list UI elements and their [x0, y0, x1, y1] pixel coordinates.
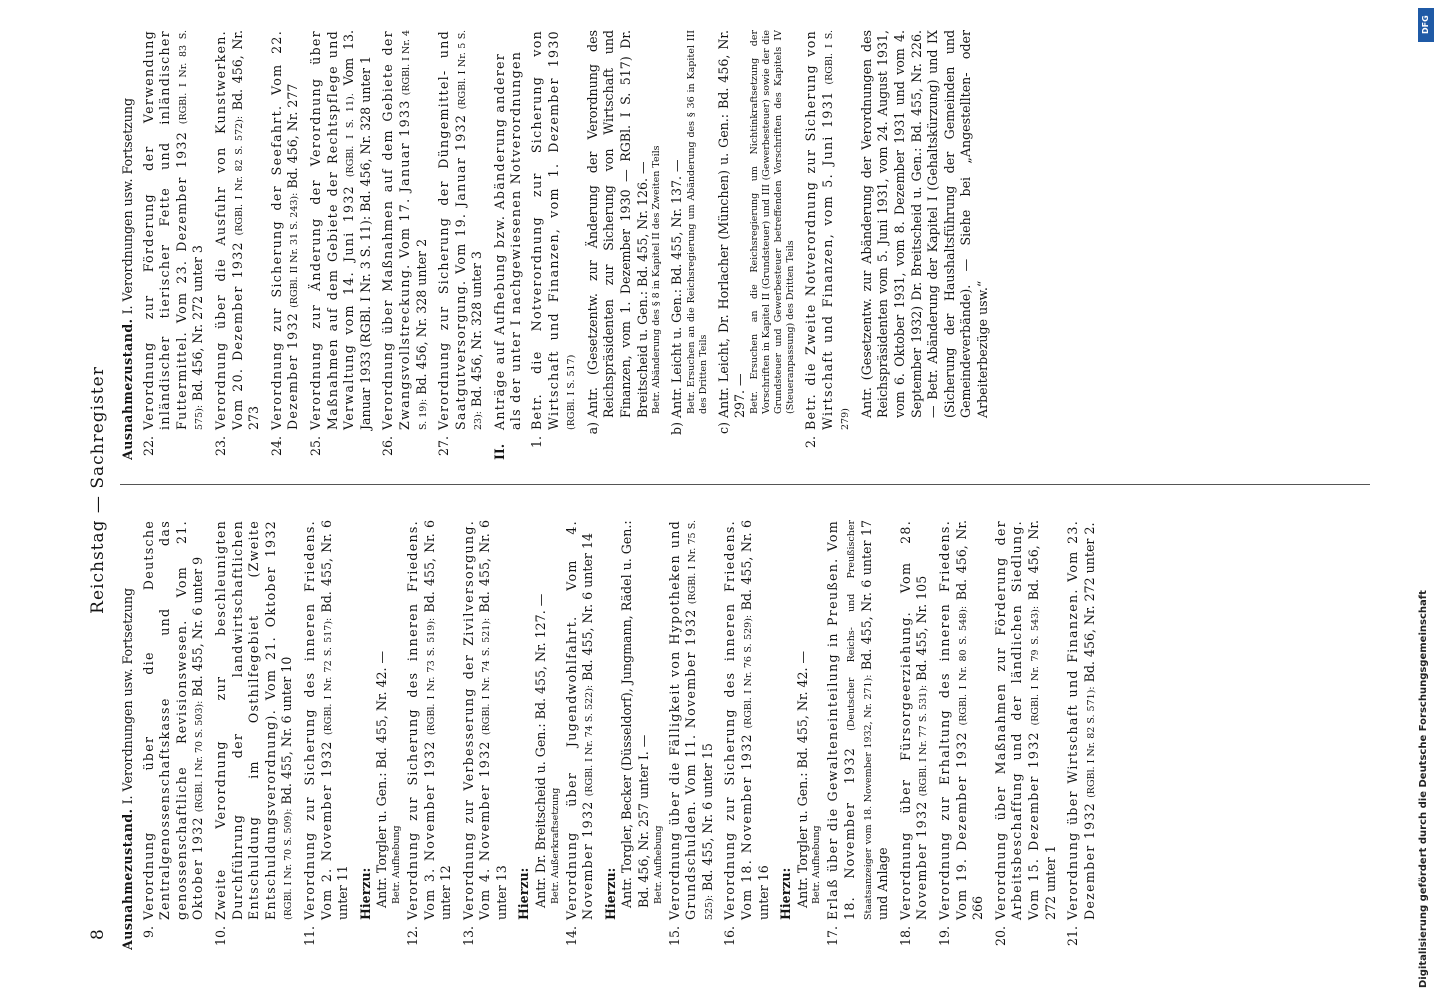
entry-number: 14.: [563, 926, 579, 947]
entry-source: (RGBl. I S. 11).: [345, 93, 357, 178]
dfg-logo-icon: DFG: [1418, 8, 1434, 42]
entry-title: Verordnung zur Erhaltung des inneren Friedens. Vom 19. Dezember 1932: [936, 520, 969, 920]
entry-reference: Bd. 455, Nr. 6 unter 9: [190, 556, 206, 697]
entry-title: Verordnung über Fürsorgeerziehung. Vom 28. November 1932: [897, 520, 930, 920]
entry-number: 22.: [140, 436, 156, 457]
index-entry: [722, 520, 772, 950]
page-header: [88, 40, 114, 940]
item-1: 1. Betr. die Notverordnung zur Sicherung von Wirtschaft und Finanzen, vom 1. Dezember 1930 (RGBl. I S. 517): [529, 30, 578, 449]
left-column: [120, 520, 1410, 950]
entry-reference: Bd. 456, Nr. 328 unter 3: [469, 251, 485, 407]
entry-title: Verordnung zur Förderung der Verwendung inländischer tierischer Fette und inländischer Futtermittel. Vom 23. Dezember 1932: [140, 30, 189, 430]
motion-text: Antr. Torgler, Becker (Düsseldorf), Jungmann, Rädel u. Gen.: Bd. 456, Nr. 257 unter I. —: [619, 520, 652, 908]
entry-reference: Bd. 456, Nr. 273: [229, 30, 262, 430]
entry-source: (RGBl. I Nr. 5 S. 23):: [456, 30, 485, 430]
section-ii: II. Anträge auf Aufhebung bzw. Abänderung anderer als der unter I nachgewiesenen Notverordnungen: [491, 50, 524, 460]
entry-title: Verordnung über die Fälligkeit von Hypotheken und Grundschulden. Vom 11. November 1932: [666, 520, 699, 920]
motion-text: Antr. Torgler u. Gen.: Bd. 455, Nr. 42. —: [794, 650, 810, 908]
motion-text: Antr. Dr. Breitscheid u. Gen.: Bd. 455, Nr. 127. —: [533, 593, 549, 908]
entry-number: 16.: [722, 926, 738, 947]
entry-reference: Bd. 455, Nr. 6 unter 14: [580, 533, 596, 681]
entry-number: 17.: [825, 926, 841, 947]
entry-number: 9.: [140, 926, 156, 939]
hierzu-label: Hierzu:: [516, 867, 532, 920]
entry-source: (RGBl. I Nr. 82 S. 571):: [1085, 686, 1097, 798]
entry-reference: Bd. 455, Nr. 6 unter 13: [477, 520, 509, 920]
entry-reference: Vom 13. Januar 1933 (RGBl. I Nr. 3 S. 11): Bd. 456, Nr. 328 unter 1: [341, 30, 373, 430]
index-entry: [564, 520, 597, 950]
entry-number: 11.: [301, 926, 317, 947]
entry-title: Verordnung über Jugendwohlfahrt. Vom 4. November 1932: [563, 520, 596, 920]
index-entry: [141, 520, 207, 950]
running-title: Reichstag — Sachregister: [88, 366, 108, 614]
entry-reference: Bd. 456, Nr. 272 unter 2.: [1081, 522, 1097, 683]
motion-subject: Betr. Aufhebung: [390, 825, 402, 904]
entry-reference: Bd. 456, Nr. 277: [285, 83, 301, 189]
entry-reference: Bd. 455, Nr. 6 unter 17 und Anlage: [858, 520, 891, 920]
motion-subject: Betr. Aufhebung: [811, 825, 823, 904]
column-divider: [120, 484, 1370, 485]
entry-source: (RGBl. I Nr. 74 S. 522):: [584, 684, 596, 797]
motion-entry: [619, 520, 664, 908]
entry-source: (RGBl. I Nr. 72 S. 517):: [322, 617, 334, 736]
entry-title: Verordnung zur Sicherung des inneren Friedens. Vom 3. November 1932: [404, 520, 437, 920]
entry-source: (RGBl. I Nr. 79 S. 543):: [1029, 605, 1041, 726]
left-entries: [141, 520, 1099, 950]
hierzu-label: Hierzu:: [602, 867, 618, 920]
entry-reference: Bd. 455, Nr. 6 unter 12: [421, 520, 454, 920]
entry-number: 10.: [212, 926, 228, 947]
entry-source: (RGBl. I Nr. 76 S. 529):: [743, 614, 754, 729]
digitization-note: Digitalisierung gefördert durch die Deutsche Forschungsgemeinschaft: [1418, 590, 1429, 988]
entry-title: Verordnung zur Sicherung des inneren Friedens. Vom 2. November 1932: [301, 520, 334, 920]
entry-source: (RGBl. I Nr. 70 S. 509):: [283, 808, 295, 920]
motion-entry: [533, 520, 562, 908]
entry-source: (RGBl. I Nr. 77 S. 531):: [918, 684, 930, 797]
entry-reference: Bd. 455, Nr. 6 unter 16: [739, 520, 771, 920]
entry-title: Verordnung über Maßnahmen auf dem Gebiete der Zwangsvollstreckung. Vom 17. Januar 1933: [380, 30, 412, 430]
index-entry: [993, 520, 1059, 950]
entry-title: Verordnung über die Deutsche Zentralgenossenschaftskasse und das genossenschaftliche Revisionswesen. Vom 21. Oktober 1932: [140, 520, 206, 920]
entry-number: 15.: [666, 926, 682, 947]
motion-entry: [374, 520, 403, 908]
entry-reference: Bd. 456, Nr. 272 unter 3: [190, 245, 206, 401]
index-entry: [380, 30, 430, 460]
entry-reference: Bd. 455, Nr. 105: [914, 575, 930, 681]
entry-reference: Bd. 456, Nr. 272 unter 1: [1025, 520, 1058, 920]
index-entry: [213, 30, 263, 460]
motion-subject: Betr. Aufhebung: [652, 825, 664, 904]
hierzu-label: Hierzu:: [357, 867, 373, 920]
entry-source: (RGBl. I Nr. 73 S. 519):: [425, 617, 437, 736]
item-2-antr: Antr. (Gesetzentw. zur Abänderung der Verordnungen des Reichspräsidenten vom 5. Juni 1931, vom 24. August 1931, vom 6. Oktober 1931, vom 8. Dezember 1931 und vom 4. September 1932) Dr. Breitscheid u. Gen.: Bd. 455, Nr. 226. — Betr. Abänderung der Kapitel I (Gehaltskürzung) und IX (Sicherung der Haushaltsführung der Gemeinden und Gemeindeverbände). — Siehe bei „Angestellten- oder Arbeiterbezüge usw.“: [858, 30, 990, 418]
index-entry: [302, 520, 352, 950]
entry-number: 21.: [1065, 926, 1081, 947]
entry-reference: Bd. 455, Nr. 6 unter 15: [699, 743, 715, 891]
index-entry: [937, 520, 987, 950]
entry-source: (RGBl. I Nr. 4 S. 19):: [400, 30, 429, 430]
entry-reference: Bd. 455, Nr. 6 unter 10: [279, 656, 295, 805]
left-column-heading: Ausnahmezustand. I. Verordnungen usw. Fortsetzung: [120, 587, 135, 950]
entry-title: Verordnung über Maßnahmen zur Förderung der Arbeitsbeschaffung und der ländlichen Siedlung. Vom 15. Dezember 1932: [992, 520, 1041, 920]
entry-reference: Bd. 456, Nr. 266: [953, 520, 986, 920]
entry-number: 19.: [936, 926, 952, 947]
entry-source: (RGBl. II Nr. 31 S. 243):: [289, 192, 301, 308]
index-entry: [461, 520, 511, 950]
index-entry: [1065, 520, 1098, 950]
entry-title: Verordnung zur Verbesserung der Zivilversorgung. Vom 4. November 1932: [460, 520, 493, 920]
item-2: 2. Betr. die Zweite Notverordnung zur Sicherung von Wirtschaft und Finanzen, vom 5. Juni 1931 (RGBl. I S. 279): [803, 30, 852, 449]
entry-source: (RGBl. I Nr. 75 S. 525):: [687, 520, 715, 920]
index-entry: [405, 520, 455, 950]
right-column: [120, 30, 1410, 460]
index-entry: [141, 30, 207, 460]
index-entry: [898, 520, 931, 950]
index-entry: [667, 520, 717, 950]
entry-reference: Bd. 456, Nr. 328 unter 2: [413, 238, 429, 395]
entry-source: (Deutscher Reichs- und Preußischer Staatsanzeiger vom 18. November 1932, Nr. 271):: [845, 520, 874, 920]
index-entry: [308, 30, 374, 460]
entry-title: Verordnung zur Sicherung der Düngemittel- und Saatgutversorgung. Vom 19. Januar 1932: [436, 30, 468, 430]
page-number: 8: [88, 929, 108, 940]
motion-entry: [795, 520, 824, 908]
entry-number: 18.: [897, 926, 913, 947]
index-entry: [213, 520, 296, 950]
entry-number: 12.: [404, 926, 420, 947]
item-1a: a) Antr. (Gesetzentw. zur Änderung der Verordnung des Reichspräsidenten zur Sicherung von Wirtschaft und Finanzen, vom 1. Dezember 1930 — RGBl. I S. 517) Dr. Breitscheid u. Gen.: Bd. 455, Nr. 126. — Betr. Abänderung des § 8 in Kapitel II des Zweiten Teils: [584, 30, 663, 435]
entry-number: 27.: [436, 436, 452, 457]
entry-source: (RGBl. I Nr. 82 S. 572):: [233, 115, 245, 236]
entry-title: Erlaß über die Gewalteneinteilung in Preußen. Vom 18. November 1932: [825, 520, 857, 920]
right-entries: [141, 30, 486, 460]
motion-text: Antr. Torgler u. Gen.: Bd. 455, Nr. 42. —: [374, 650, 390, 908]
entry-number: 24.: [268, 436, 284, 457]
entry-source: (RGBl. I Nr. 74 S. 521):: [481, 617, 493, 736]
entry-number: 26.: [380, 436, 396, 457]
entry-reference: Bd. 455, Nr. 6 unter 11: [318, 520, 351, 920]
entry-title: Verordnung über die Ausfuhr von Kunstwerken. Vom 20. Dezember 1932: [212, 30, 245, 430]
entry-title: Verordnung über Wirtschaft und Finanzen. Vom 23. Dezember 1932: [1065, 520, 1097, 920]
index-entry: [825, 520, 891, 950]
item-1b: b) Antr. Leicht u. Gen.: Bd. 455, Nr. 137. — Betr. Ersuchen an die Reichsregierung um Abänderung des § 36 in Kapitel III des Dritten Teils: [669, 30, 709, 435]
index-entry: [269, 30, 302, 460]
item-1c: c) Antr. Leicht, Dr. Horlacher (München) u. Gen.: Bd. 456, Nr. 297. — Betr. Ersuchen an die Reichsregierung um Nichtinkraftsetzung der Vorschriften in Kapitel II (Grundsteuer) und III (Gewerbesteuer) sowie der die Grundsteuer und Gewerbesteuer betreffenden Vorschriften des Kapitels IV (Steueranpassung) des Dritten Teils: [715, 30, 796, 434]
entry-title: Verordnung zur Sicherung der Seefahrt. Vom 22. Dezember 1932: [268, 30, 301, 430]
entry-title: Zweite Verordnung zur beschleunigten Durchführung der landwirtschaftlichen Entschuldung im Osthilfegebiet (Zweite Entschuldungsverordnung). Vom 21. Oktober 1932: [212, 520, 278, 920]
entry-number: 13.: [460, 926, 476, 947]
entry-number: 20.: [992, 926, 1008, 947]
entry-number: 25.: [307, 436, 323, 457]
hierzu-label: Hierzu:: [778, 867, 794, 920]
motion-subject: Betr. Außerkraftsetzung: [549, 787, 561, 904]
rotated-page: [80, 0, 1420, 980]
entry-title: Verordnung zur Änderung der Verordnung über Maßnahmen auf dem Gebiete der Rechtspflege und Verwaltung vom 14. Juni 1932: [307, 30, 357, 430]
entry-source: (RGBl. I Nr. 70 S. 503):: [194, 700, 206, 813]
entry-title: Verordnung zur Sicherung des inneren Friedens. Vom 18. November 1932: [722, 520, 754, 920]
entry-source: (RGBl. I Nr. 80 S. 548):: [957, 605, 969, 726]
entry-number: 23.: [212, 436, 228, 457]
entry-source: (RGBl. I Nr. 83 S. 575):: [177, 30, 206, 430]
right-column-heading: Ausnahmezustand. I. Verordnungen usw. Fortsetzung: [120, 97, 135, 460]
index-entry: [436, 30, 486, 460]
